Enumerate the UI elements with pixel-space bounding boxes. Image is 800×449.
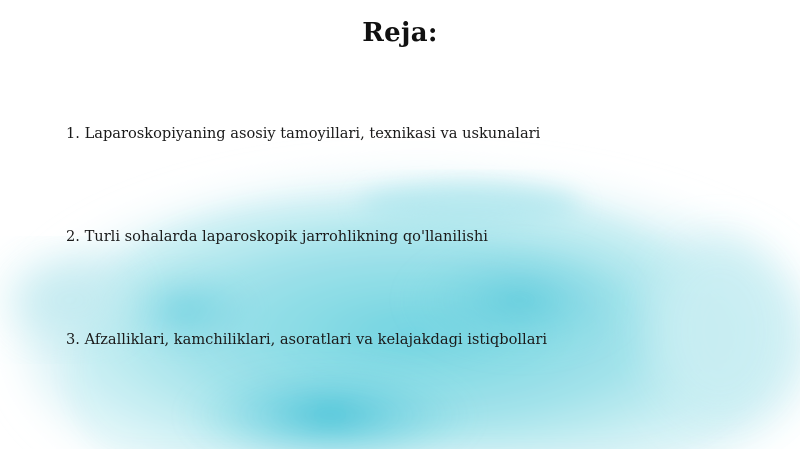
- plan-item-3: 3. Afzalliklari, kamchiliklari, asoratlari va kelajakdagi istiqbollari: [66, 331, 548, 348]
- plan-item-1: 1. Laparoskopiyaning asosiy tamoyillari, texnikasi va uskunalari: [66, 125, 541, 142]
- slide-title: Reja:: [362, 18, 438, 48]
- plan-item-2: 2. Turli sohalarda laparoskopik jarrohlikning qo'llanilishi: [66, 228, 488, 245]
